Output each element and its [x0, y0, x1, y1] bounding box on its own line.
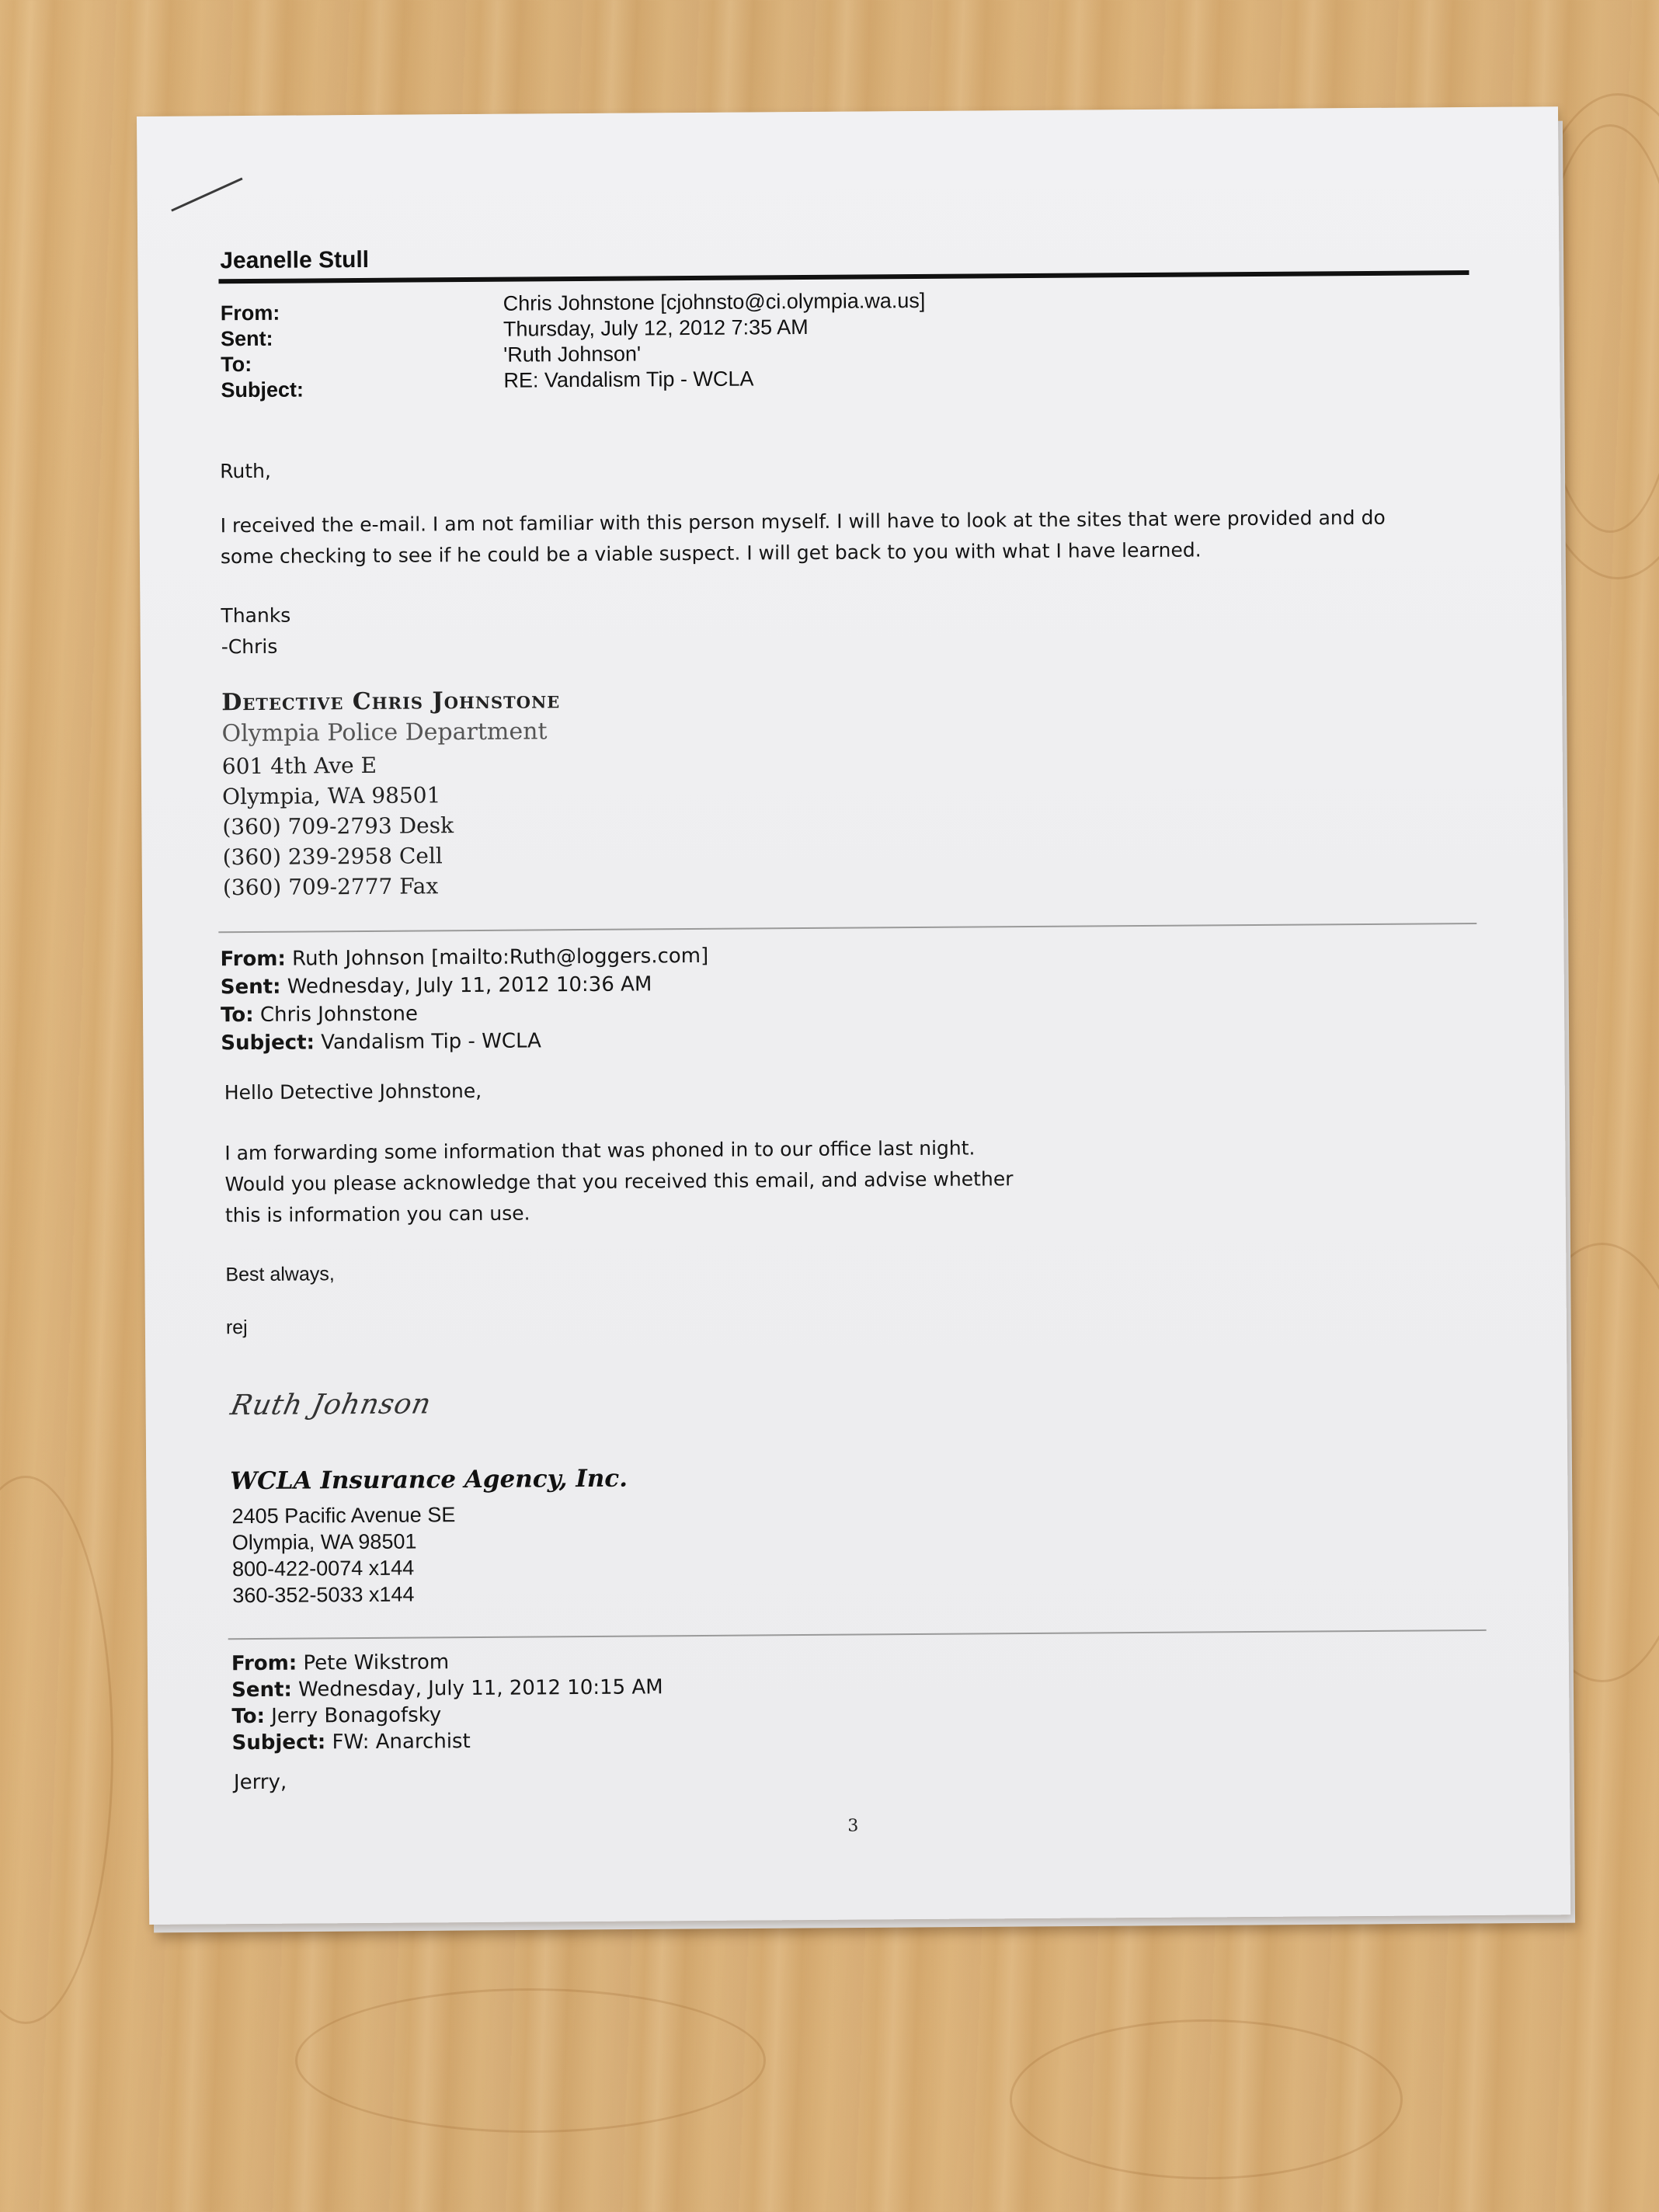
from-label: From:	[220, 301, 280, 325]
agency-name: WCLA Insurance Agency, Inc.	[230, 1464, 628, 1496]
message2-body-line-3: this is information you can use.	[224, 1202, 530, 1227]
message3-sent-line	[231, 1674, 663, 1703]
reply-closing: Thanks	[221, 603, 291, 628]
message2-header	[220, 942, 709, 1057]
header-labels	[221, 301, 304, 404]
message3-to-label: To:	[231, 1704, 266, 1729]
message2-body-line-1: I am forwarding some information that was phoned in to our office last night.	[224, 1136, 976, 1165]
message2-subject-value: Vandalism Tip - WCLA	[321, 1029, 541, 1055]
agency-phone-2: 360-352-5033 x144	[232, 1582, 415, 1608]
signature-address-1: 601 4th Ave E	[221, 752, 377, 780]
pen-mark	[171, 178, 242, 212]
message3-from-value: Pete Wikstrom	[303, 1650, 450, 1675]
message2-initials: rej	[225, 1316, 248, 1339]
message2-to-label: To:	[220, 1003, 254, 1028]
message2-from-line	[220, 942, 708, 973]
signature-fax: (360) 709-2777 Fax	[222, 873, 439, 901]
header-rule	[218, 270, 1469, 283]
signature-contact-block	[222, 750, 454, 903]
reply-greeting: Ruth,	[220, 459, 271, 483]
message3-subject-value: FW: Anarchist	[332, 1730, 471, 1755]
wood-grain	[295, 1988, 766, 2133]
signature-cell-phone: (360) 239-2958 Cell	[222, 843, 443, 871]
signature-address-2: Olympia, WA 98501	[222, 782, 441, 810]
message2-sent-value: Wednesday, July 11, 2012 10:36 AM	[287, 972, 652, 999]
message3-sent-label: Sent:	[231, 1678, 292, 1702]
message3-from-label: From:	[231, 1651, 297, 1676]
agency-contact-block	[231, 1501, 456, 1609]
agency-address-2: Olympia, WA 98501	[231, 1529, 417, 1555]
message3-greeting: Jerry,	[233, 1770, 287, 1795]
to-value: 'Ruth Johnson'	[503, 342, 642, 367]
agency-phone-1: 800-422-0074 x144	[231, 1556, 415, 1581]
mailbox-owner-name: Jeanelle Stull	[220, 246, 370, 274]
from-value: Chris Johnstone [cjohnsto@ci.olympia.wa.us]	[503, 288, 926, 315]
email-printout-page	[137, 106, 1570, 1925]
to-label: To:	[221, 352, 252, 377]
message3-header	[231, 1647, 663, 1756]
message2-subject-label: Subject:	[221, 1031, 315, 1056]
header-values	[503, 288, 927, 394]
handwritten-signature: Ruth Johnson	[228, 1388, 435, 1422]
wood-grain	[0, 1476, 113, 2024]
message3-from-line	[231, 1647, 663, 1677]
reply-body-line-1: I received the e-mail. I am not familiar with this person myself. I will have to look at the sites that were provided and do	[220, 506, 1386, 537]
page-number: 3	[847, 1816, 859, 1836]
message2-body-line-2: Would you please acknowledge that you received this email, and advise whether	[224, 1167, 1014, 1196]
signature-department: Olympia Police Department	[221, 718, 548, 748]
agency-address-1: 2405 Pacific Avenue SE	[231, 1503, 456, 1529]
message2-to-value: Chris Johnstone	[259, 1002, 419, 1027]
wood-grain	[1010, 2019, 1403, 2179]
subject-label: Subject:	[221, 377, 304, 402]
message2-greeting: Hello Detective Johnstone,	[224, 1079, 482, 1104]
message3-to-line	[231, 1700, 663, 1730]
message2-from-value: Ruth Johnson [mailto:Ruth@loggers.com]	[292, 944, 709, 971]
message2-closing: Best always,	[225, 1263, 335, 1286]
signature-name: Detective Chris Johnstone	[221, 687, 561, 717]
reply-sign-off: -Chris	[221, 635, 278, 659]
message-divider	[218, 923, 1476, 933]
message2-from-label: From:	[220, 947, 286, 972]
message3-subject-line	[232, 1727, 664, 1756]
sent-label: Sent:	[220, 326, 273, 351]
message2-sent-line	[221, 970, 709, 1001]
message2-subject-line	[221, 1026, 709, 1057]
subject-value: RE: Vandalism Tip - WCLA	[503, 367, 754, 392]
message2-to-line	[221, 998, 709, 1029]
message-divider	[228, 1629, 1487, 1640]
signature-desk-phone: (360) 709-2793 Desk	[222, 812, 454, 840]
message3-to-value: Jerry Bonagofsky	[271, 1703, 442, 1728]
message3-subject-label: Subject:	[231, 1730, 326, 1755]
reply-body-line-2: some checking to see if he could be a viable suspect. I will get back to you with what I have learned.	[220, 538, 1202, 569]
message3-sent-value: Wednesday, July 11, 2012 10:15 AM	[298, 1675, 663, 1702]
sent-value: Thursday, July 12, 2012 7:35 AM	[503, 315, 809, 341]
message2-sent-label: Sent:	[220, 975, 281, 1000]
